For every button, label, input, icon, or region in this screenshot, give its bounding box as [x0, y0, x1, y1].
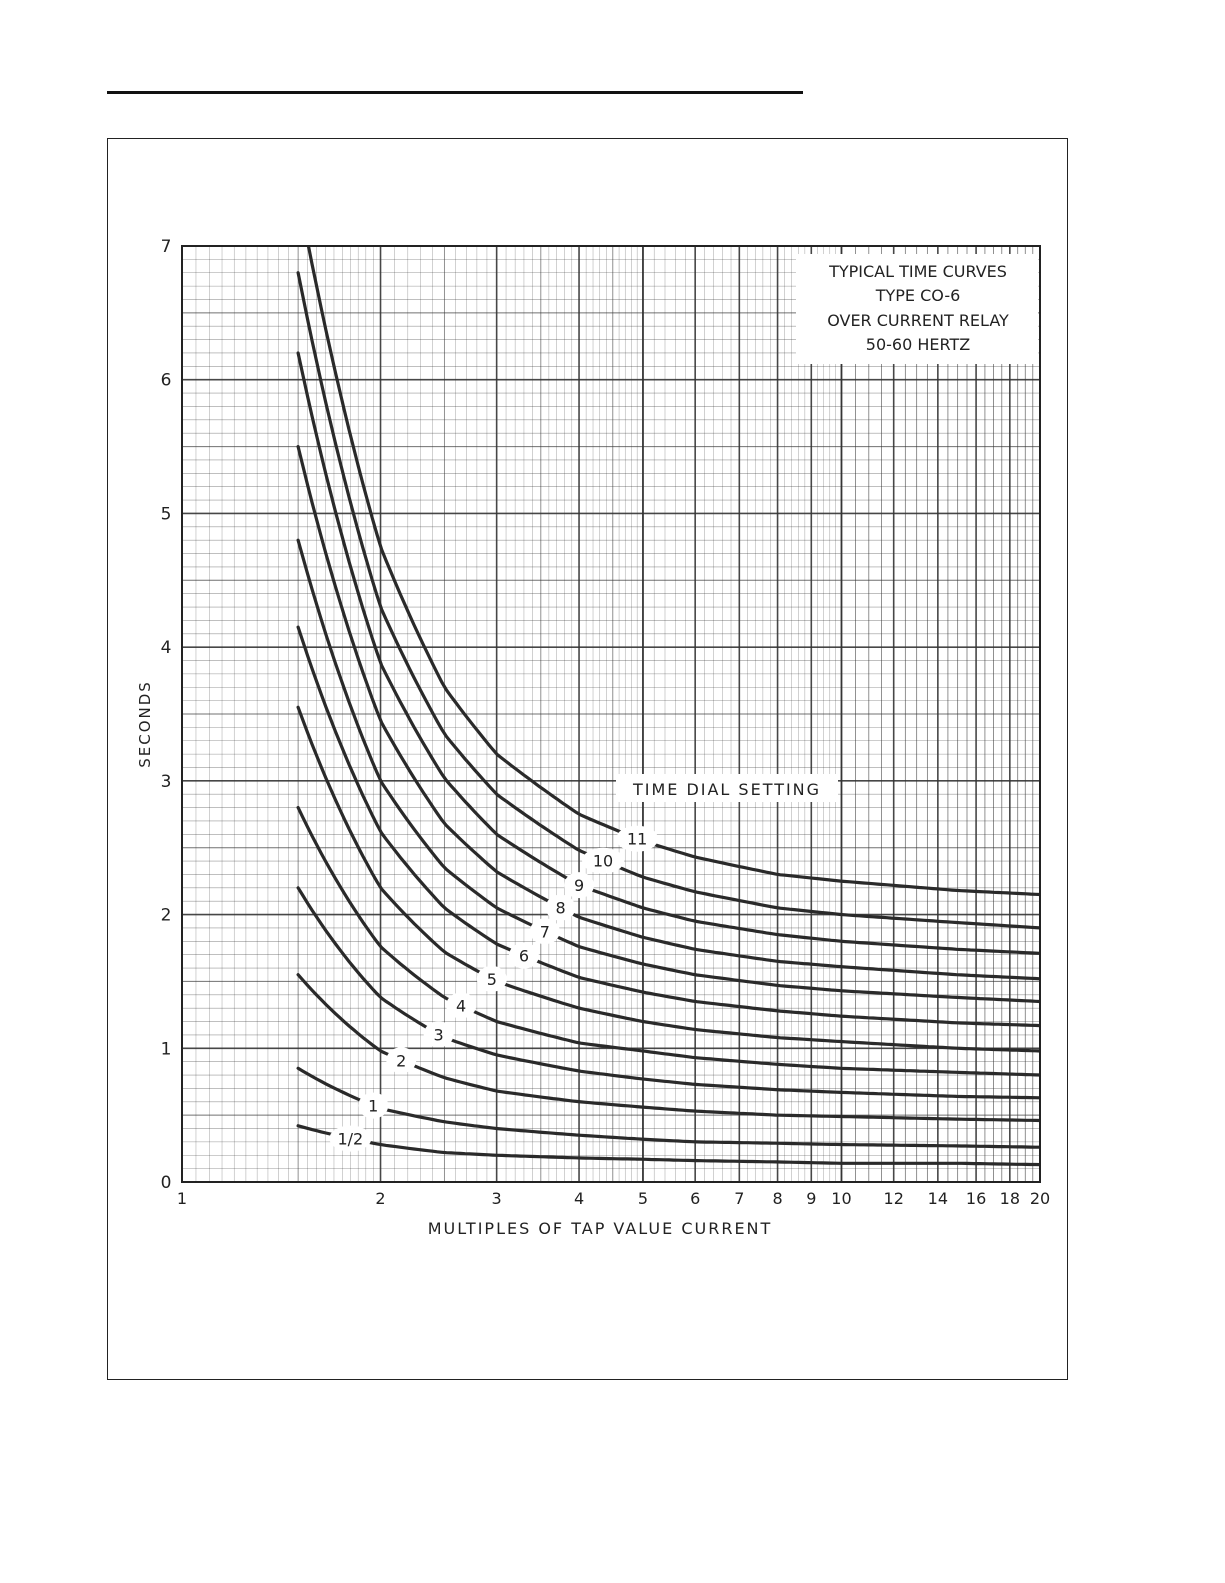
y-tick-label: 7 [160, 237, 172, 257]
x-axis-title: MULTIPLES OF TAP VALUE CURRENT [427, 1219, 773, 1238]
x-tick-label: 8 [772, 1189, 783, 1208]
y-tick-label-group [161, 237, 172, 1193]
x-tick-label: 9 [806, 1189, 817, 1208]
y-tick-label: 1 [160, 1039, 172, 1060]
series-label: 11 [626, 829, 648, 849]
series-caption: TIME DIAL SETTING [632, 780, 822, 799]
x-tick-label: 14 [927, 1189, 949, 1208]
curve-10 [298, 273, 1040, 928]
series-label: 9 [573, 876, 585, 896]
y-tick-label: 5 [160, 504, 172, 525]
title-line-3: OVER CURRENT RELAY [827, 311, 1009, 330]
series-label: 7 [539, 922, 550, 942]
title-line-1: TYPICAL TIME CURVES [829, 262, 1007, 281]
x-tick-label: 12 [883, 1189, 904, 1208]
title-line-2: TYPE CO-6 [875, 286, 961, 305]
grid-minor [182, 246, 1040, 1182]
x-tick-label: 3 [491, 1189, 502, 1208]
series-label: 4 [456, 996, 467, 1016]
series-label: 6 [518, 946, 530, 966]
y-tick-label: 4 [160, 638, 172, 659]
curve-6 [298, 627, 1040, 1026]
x-tick-label: 2 [375, 1189, 386, 1208]
series-label: 5 [486, 969, 497, 989]
series-label: 10 [592, 851, 614, 871]
series-label: 1/2 [337, 1129, 364, 1149]
x-tick-label: 1 [176, 1189, 188, 1208]
x-tick-label: 4 [573, 1189, 585, 1208]
x-tick-label: 16 [965, 1189, 987, 1208]
x-tick-label: 5 [637, 1189, 649, 1208]
x-tick-label: 7 [734, 1189, 745, 1208]
x-tick-label: 6 [690, 1189, 701, 1208]
series-label: 2 [396, 1051, 407, 1071]
curve-9 [298, 353, 1040, 953]
x-tick-label: 18 [999, 1189, 1021, 1208]
series-label: 3 [433, 1025, 444, 1045]
x-tick-label: 10 [831, 1189, 852, 1208]
y-tick-label: 6 [160, 370, 172, 391]
y-tick-label: 0 [160, 1173, 172, 1193]
x-tick-label: 20 [1029, 1189, 1051, 1208]
curve-8 [298, 447, 1040, 979]
x-tick-label-group [177, 1189, 1050, 1208]
y-tick-label: 2 [160, 905, 172, 926]
curve-5 [298, 707, 1040, 1051]
series-label: 8 [555, 898, 566, 918]
y-tick-label: 3 [160, 771, 172, 792]
series-label: 1 [368, 1096, 379, 1116]
y-axis-title: SECONDS [136, 680, 154, 768]
title-line-4: 50-60 HERTZ [865, 335, 971, 354]
